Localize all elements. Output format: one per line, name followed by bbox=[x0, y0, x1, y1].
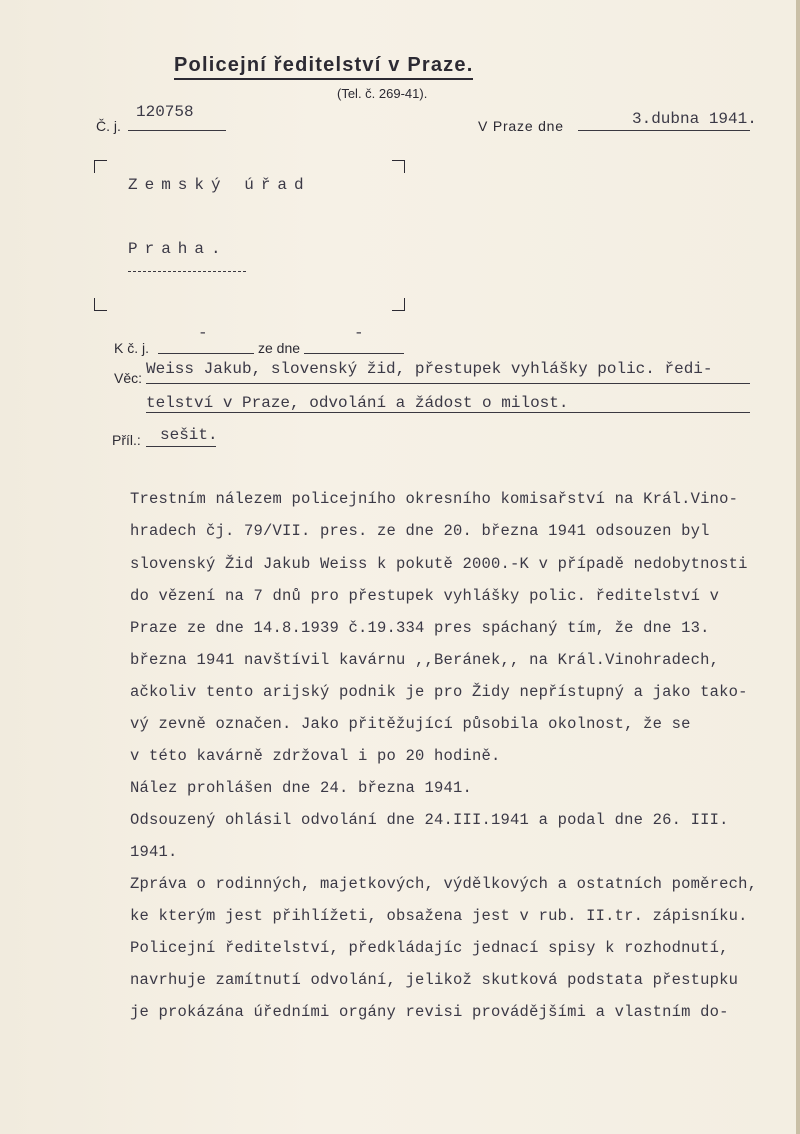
body-line: ke kterým jest přihlížeti, obsažena jest v rub. II.tr. zápisníku. bbox=[130, 907, 748, 925]
kcj-label: K č. j. bbox=[114, 340, 150, 356]
address-corner-top-right bbox=[392, 160, 405, 173]
date-underline bbox=[578, 130, 750, 131]
kcj-value: - bbox=[198, 324, 208, 342]
address-corner-top-left bbox=[94, 160, 107, 173]
pril-underline bbox=[146, 446, 216, 447]
ze-dne-underline bbox=[304, 353, 404, 354]
body-line: slovenský Žid Jakub Weiss k pokutě 2000.-K v případě nedobytnosti bbox=[130, 555, 748, 573]
paper-edge bbox=[796, 0, 800, 1134]
body-line: března 1941 navštívil kavárnu ,,Beránek,, na Král.Vinohradech, bbox=[130, 651, 720, 669]
vec-line-1: Weiss Jakub, slovenský žid, přestupek vyhlášky polic. ředi- bbox=[146, 360, 713, 378]
address-corner-bottom-left bbox=[94, 298, 107, 311]
address-line-1: Zemský úřad bbox=[128, 176, 311, 194]
ze-dne-value: - bbox=[354, 324, 364, 342]
address-line-2: Praha. bbox=[128, 240, 228, 258]
body-line: do vězení na 7 dnů pro přestupek vyhlášky polic. ředitelství v bbox=[130, 587, 720, 605]
address-corner-bottom-right bbox=[392, 298, 405, 311]
address-underline bbox=[128, 271, 246, 272]
pril-label: Příl.: bbox=[112, 432, 141, 448]
cj-value: 120758 bbox=[136, 103, 194, 121]
body-line: Policejní ředitelství, předkládajíc jednací spisy k rozhodnutí, bbox=[130, 939, 729, 957]
body-line: Trestním nálezem policejního okresního komisařství na Král.Vino- bbox=[130, 490, 739, 508]
body-line: je prokázána úředními orgány revisi provádějšími a vlastním do- bbox=[130, 1003, 729, 1021]
date-value: 3.dubna 1941. bbox=[632, 110, 757, 128]
vec-underline-1 bbox=[146, 383, 750, 384]
telephone-line: (Tel. č. 269-41). bbox=[337, 86, 428, 101]
body-line: vý zevně označen. Jako přitěžující působila okolnost, že se bbox=[130, 715, 691, 733]
vec-line-2: telství v Praze, odvolání a žádost o milost. bbox=[146, 394, 569, 412]
page-title: Policejní ředitelství v Praze. bbox=[174, 54, 473, 80]
body-line: 1941. bbox=[130, 843, 178, 861]
body-line: navrhuje zamítnutí odvolání, jelikož skutková podstata přestupku bbox=[130, 971, 739, 989]
body-line: Praze ze dne 14.8.1939 č.19.334 pres spáchaný tím, že dne 13. bbox=[130, 619, 710, 637]
body-line: hradech čj. 79/VII. pres. ze dne 20. března 1941 odsouzen byl bbox=[130, 522, 710, 540]
body-line: ačkoliv tento arijský podnik je pro Židy nepřístupný a jako tako- bbox=[130, 683, 748, 701]
place-label: V Praze dne bbox=[478, 118, 564, 134]
vec-label: Věc: bbox=[114, 370, 143, 386]
body-line: Nález prohlášen dne 24. března 1941. bbox=[130, 779, 473, 797]
pril-value: sešit. bbox=[160, 426, 218, 444]
body-line: v této kavárně zdržoval i po 20 hodině. bbox=[130, 747, 501, 765]
body-line: Zpráva o rodinných, majetkových, výdělkových a ostatních poměrech, bbox=[130, 875, 758, 893]
ze-dne-label: ze dne bbox=[258, 340, 301, 356]
body-line: Odsouzený ohlásil odvolání dne 24.III.1941 a podal dne 26. III. bbox=[130, 811, 729, 829]
vec-underline-2 bbox=[146, 412, 750, 413]
kcj-underline bbox=[158, 353, 254, 354]
cj-underline bbox=[128, 130, 226, 131]
cj-label: Č. j. bbox=[96, 118, 121, 134]
